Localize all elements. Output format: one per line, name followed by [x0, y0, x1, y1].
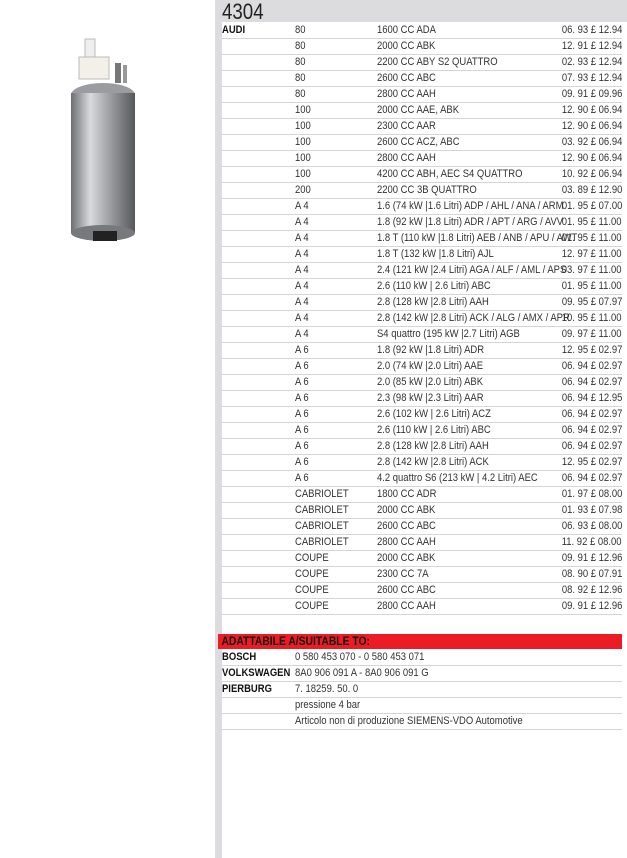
- model-cell: 80: [295, 40, 306, 52]
- reference-cell: Articolo non di produzione SIEMENS-VDO Automotive: [295, 715, 523, 727]
- model-cell: A 4: [295, 312, 309, 324]
- table-row: [222, 279, 622, 295]
- date-range-cell: 01. 95 £ 11.00: [562, 216, 622, 228]
- side-band: [215, 0, 222, 858]
- date-range-cell: 06. 94 £ 02.97: [561, 440, 622, 452]
- suitable-row: [222, 682, 622, 698]
- engine-cell: 2600 CC ABC: [377, 72, 436, 84]
- application-table: [222, 23, 622, 615]
- engine-cell: 2.6 (110 kW | 2.6 Litri) ABC: [377, 424, 491, 436]
- engine-cell: 1600 CC ADA: [377, 24, 436, 36]
- model-cell: 80: [295, 56, 306, 68]
- model-cell: A 6: [295, 344, 309, 356]
- manufacturer-cell: BOSCH: [222, 651, 257, 663]
- table-row: [222, 311, 622, 327]
- table-row: [222, 375, 622, 391]
- model-cell: 100: [295, 120, 311, 132]
- model-cell: A 6: [295, 360, 309, 372]
- engine-cell: 2000 CC AAE, ABK: [377, 104, 460, 116]
- engine-cell: 2800 CC AAH: [377, 152, 436, 164]
- engine-cell: 1800 CC ADR: [377, 488, 437, 500]
- model-cell: 100: [295, 168, 311, 180]
- model-cell: A 4: [295, 232, 309, 244]
- model-cell: 80: [295, 72, 306, 84]
- date-range-cell: 06. 94 £ 02.97: [561, 472, 622, 484]
- engine-cell: 4.2 quattro S6 (213 kW | 4.2 Litri) AEC: [377, 472, 538, 484]
- table-row: [222, 215, 622, 231]
- model-cell: A 4: [295, 248, 309, 260]
- date-range-cell: 03. 92 £ 06.94: [561, 136, 622, 148]
- table-row: [222, 39, 622, 55]
- model-cell: CABRIOLET: [295, 488, 349, 500]
- model-cell: A 4: [295, 328, 309, 340]
- fuel-pump-image: [55, 35, 165, 250]
- engine-cell: 2.6 (102 kW | 2.6 Litri) ACZ: [377, 408, 491, 420]
- model-cell: 80: [295, 88, 306, 100]
- table-row: [222, 455, 622, 471]
- engine-cell: 2800 CC AAH: [377, 536, 436, 548]
- model-cell: CABRIOLET: [295, 536, 349, 548]
- engine-cell: 2.4 (121 kW |2.4 Litri) AGA / ALF / AML / APS: [377, 264, 567, 276]
- date-range-cell: 09. 95 £ 07.97: [561, 296, 622, 308]
- engine-cell: 2.8 (128 kW |2.8 Litri) AAH: [377, 296, 489, 308]
- date-range-cell: 06. 94 £ 02.97: [561, 376, 622, 388]
- engine-cell: 1.6 (74 kW |1.6 Litri) ADP / AHL / ANA / ARM: [377, 200, 564, 212]
- model-cell: A 6: [295, 424, 309, 436]
- engine-cell: 2300 CC AAR: [377, 120, 436, 132]
- engine-cell: 1.8 (92 kW |1.8 Litri) ADR: [377, 344, 485, 356]
- date-range-cell: 03. 97 £ 11.00: [562, 264, 622, 276]
- table-row: [222, 407, 622, 423]
- suitable-header-label: ADATTABILE A/SUITABLE TO:: [221, 634, 370, 648]
- brand-cell: AUDI: [222, 24, 246, 36]
- suitable-row: [222, 714, 622, 730]
- model-cell: CABRIOLET: [295, 504, 349, 516]
- table-row: [222, 391, 622, 407]
- table-row: [222, 87, 622, 103]
- table-row: [222, 71, 622, 87]
- model-cell: COUPE: [295, 600, 329, 612]
- suitable-row: [222, 650, 622, 666]
- date-range-cell: 12. 97 £ 11.00: [562, 248, 622, 260]
- table-row: [222, 55, 622, 71]
- table-row: [222, 471, 622, 487]
- table-row: [222, 135, 622, 151]
- date-range-cell: 01. 93 £ 07.98: [561, 504, 622, 516]
- part-number-title: 4304: [222, 0, 264, 24]
- table-row: [222, 183, 622, 199]
- engine-cell: 2.8 (128 kW |2.8 Litri) AAH: [377, 440, 489, 452]
- engine-cell: 2000 CC ABK: [377, 552, 436, 564]
- model-cell: A 4: [295, 216, 309, 228]
- engine-cell: 2.6 (110 kW | 2.6 Litri) ABC: [377, 280, 491, 292]
- table-row: [222, 263, 622, 279]
- model-cell: A 6: [295, 376, 309, 388]
- engine-cell: 2600 CC ACZ, ABC: [377, 136, 460, 148]
- reference-cell: 8A0 906 091 A - 8A0 906 091 G: [295, 667, 429, 679]
- date-range-cell: 01. 95 £ 11.00: [562, 232, 622, 244]
- date-range-cell: 06. 94 £ 12.95: [561, 392, 622, 404]
- suitable-table: [222, 650, 622, 730]
- date-range-cell: 11. 92 £ 08.00: [562, 536, 622, 548]
- model-cell: 80: [295, 24, 306, 36]
- engine-cell: 1.8 T (132 kW |1.8 Litri) AJL: [377, 248, 494, 260]
- date-range-cell: 06. 93 £ 12.94: [561, 24, 622, 36]
- table-row: [222, 231, 622, 247]
- table-row: [222, 583, 622, 599]
- date-range-cell: 01. 95 £ 11.00: [562, 280, 622, 292]
- table-row: [222, 199, 622, 215]
- table-row: [222, 535, 622, 551]
- reference-cell: pressione 4 bar: [295, 699, 361, 711]
- engine-cell: 2.3 (98 kW |2.3 Litri) AAR: [377, 392, 484, 404]
- date-range-cell: 12. 91 £ 12.94: [561, 40, 622, 52]
- date-range-cell: 01. 95 £ 07.00: [561, 200, 622, 212]
- engine-cell: S4 quattro (195 kW |2.7 Litri) AGB: [377, 328, 520, 340]
- date-range-cell: 09. 91 £ 09.96: [561, 88, 622, 100]
- model-cell: A 6: [295, 456, 309, 468]
- date-range-cell: 12. 90 £ 06.94: [561, 120, 622, 132]
- table-row: [222, 567, 622, 583]
- model-cell: A 4: [295, 264, 309, 276]
- table-row: [222, 327, 622, 343]
- model-cell: A 4: [295, 200, 309, 212]
- date-range-cell: 09. 97 £ 11.00: [562, 328, 622, 340]
- engine-cell: 2300 CC 7A: [377, 568, 429, 580]
- model-cell: A 4: [295, 296, 309, 308]
- model-cell: A 4: [295, 280, 309, 292]
- header-bar: [215, 0, 627, 22]
- engine-cell: 2.8 (142 kW |2.8 Litri) ACK / ALG / AMX / APR: [377, 312, 570, 324]
- engine-cell: 2800 CC AAH: [377, 88, 436, 100]
- date-range-cell: 12. 95 £ 02.97: [561, 456, 622, 468]
- manufacturer-cell: PIERBURG: [222, 683, 272, 695]
- table-row: [222, 519, 622, 535]
- date-range-cell: 07. 93 £ 12.94: [561, 72, 622, 84]
- model-cell: 100: [295, 152, 311, 164]
- engine-cell: 2600 CC ABC: [377, 520, 436, 532]
- model-cell: A 6: [295, 392, 309, 404]
- engine-cell: 2.0 (74 kW |2.0 Litri) AAE: [377, 360, 484, 372]
- manufacturer-cell: VOLKSWAGEN: [222, 667, 291, 679]
- table-row: [222, 551, 622, 567]
- table-row: [222, 247, 622, 263]
- model-cell: A 6: [295, 472, 309, 484]
- table-row: [222, 103, 622, 119]
- model-cell: 200: [295, 184, 311, 196]
- engine-cell: 2200 CC ABY S2 QUATTRO: [377, 56, 498, 68]
- model-cell: CABRIOLET: [295, 520, 349, 532]
- engine-cell: 2800 CC AAH: [377, 600, 436, 612]
- date-range-cell: 06. 94 £ 02.97: [561, 408, 622, 420]
- engine-cell: 2200 CC 3B QUATTRO: [377, 184, 477, 196]
- date-range-cell: 10. 95 £ 11.00: [562, 312, 622, 324]
- table-row: [222, 167, 622, 183]
- date-range-cell: 06. 94 £ 02.97: [561, 360, 622, 372]
- table-row: [222, 439, 622, 455]
- date-range-cell: 06. 93 £ 08.00: [561, 520, 622, 532]
- engine-cell: 1.8 (92 kW |1.8 Litri) ADR / APT / ARG / AVV: [377, 216, 564, 228]
- table-row: [222, 119, 622, 135]
- model-cell: COUPE: [295, 568, 329, 580]
- model-cell: A 6: [295, 440, 309, 452]
- date-range-cell: 08. 92 £ 12.96: [561, 584, 622, 596]
- engine-cell: 4200 CC ABH, AEC S4 QUATTRO: [377, 168, 523, 180]
- suitable-row: [222, 666, 622, 682]
- date-range-cell: 02. 93 £ 12.94: [561, 56, 622, 68]
- reference-cell: 0 580 453 070 - 0 580 453 071: [295, 651, 425, 663]
- table-row: [222, 423, 622, 439]
- engine-cell: 2.0 (85 kW |2.0 Litri) ABK: [377, 376, 484, 388]
- date-range-cell: 09. 91 £ 12.96: [561, 552, 622, 564]
- table-row: [222, 359, 622, 375]
- engine-cell: 2600 CC ABC: [377, 584, 436, 596]
- table-row: [222, 599, 622, 615]
- suitable-header: [218, 634, 622, 649]
- date-range-cell: 09. 91 £ 12.96: [561, 600, 622, 612]
- engine-cell: 2.8 (142 kW |2.8 Litri) ACK: [377, 456, 489, 468]
- model-cell: 100: [295, 136, 311, 148]
- date-range-cell: 12. 95 £ 02.97: [561, 344, 622, 356]
- model-cell: COUPE: [295, 552, 329, 564]
- date-range-cell: 08. 90 £ 07.91: [561, 568, 622, 580]
- engine-cell: 2000 CC ABK: [377, 504, 436, 516]
- date-range-cell: 12. 90 £ 06.94: [561, 152, 622, 164]
- date-range-cell: 10. 92 £ 06.94: [561, 168, 622, 180]
- date-range-cell: 03. 89 £ 12.90: [561, 184, 622, 196]
- table-row: [222, 487, 622, 503]
- date-range-cell: 01. 97 £ 08.00: [561, 488, 622, 500]
- date-range-cell: 12. 90 £ 06.94: [561, 104, 622, 116]
- engine-cell: 2000 CC ABK: [377, 40, 436, 52]
- date-range-cell: 06. 94 £ 02.97: [561, 424, 622, 436]
- reference-cell: 7. 18259. 50. 0: [295, 683, 359, 695]
- suitable-row: [222, 698, 622, 714]
- model-cell: A 6: [295, 408, 309, 420]
- model-cell: COUPE: [295, 584, 329, 596]
- model-cell: 100: [295, 104, 311, 116]
- table-row: [222, 343, 622, 359]
- table-row: [222, 295, 622, 311]
- table-row: [222, 23, 622, 39]
- engine-cell: 1.8 T (110 kW |1.8 Litri) AEB / ANB / APU / AWT: [377, 232, 578, 244]
- table-row: [222, 151, 622, 167]
- table-row: [222, 503, 622, 519]
